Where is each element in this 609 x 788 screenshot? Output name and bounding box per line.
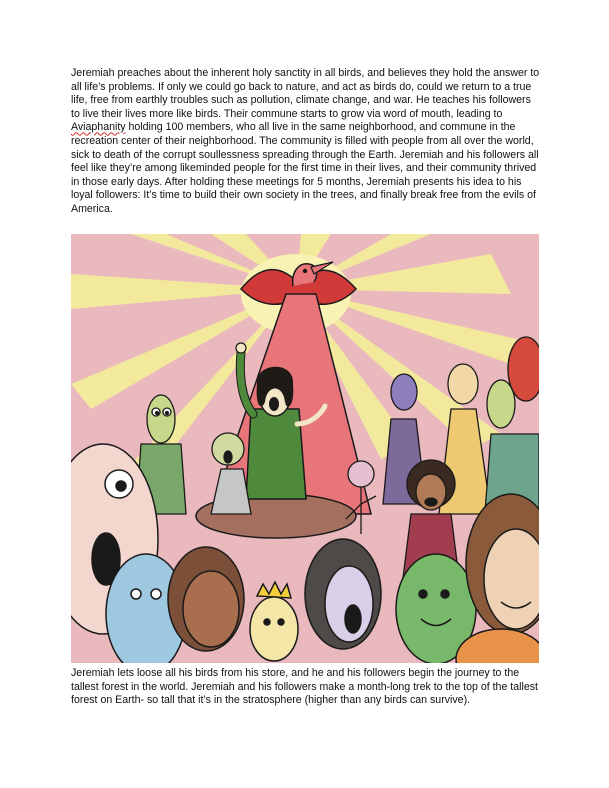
paragraph-2: Jeremiah lets loose all his birds from his store, and he and his followers begin the journey to the tallest forest in the world. Jeremiah and his followers make a month-long trek to the top of the tallest forest on Earth- so tall that it’s in the stratosphere (higher than any birds can survive).	[71, 667, 538, 707]
illustration-drawing	[71, 234, 539, 663]
cartoon-illustration	[71, 234, 539, 663]
paragraph-1-end: holding 100 members, who all live in the same neighborhood, and commune in the recreation center of their neighborhood. The community is filled with people from all over the world, sick to death of the corrupt soullessness spreading through the Earth. Jeremiah and his followers all feel like they’re among likeminded people for the first time in their lives, and their community thrived in those early days. After holding these meetings for 5 months, Jeremiah presents his idea to his loyal followers: It’s time to build their own society in the trees, and finally break free from the evils of America.	[71, 121, 539, 215]
paragraph-1	[71, 67, 541, 217]
misspelled-word[interactable]: Aviaphanity	[71, 121, 126, 134]
paragraph-1-start: Jeremiah preaches about the inherent holy sanctity in all birds, and believes they hold the answer to all life’s problems. If only we could go back to nature, and act as birds do, could we return to a true life, free from earthly troubles such as pollution, climate change, and war. He teaches his followers to live their lives more like birds. Their commune starts to grow via word of mouth, leading to	[71, 67, 540, 120]
